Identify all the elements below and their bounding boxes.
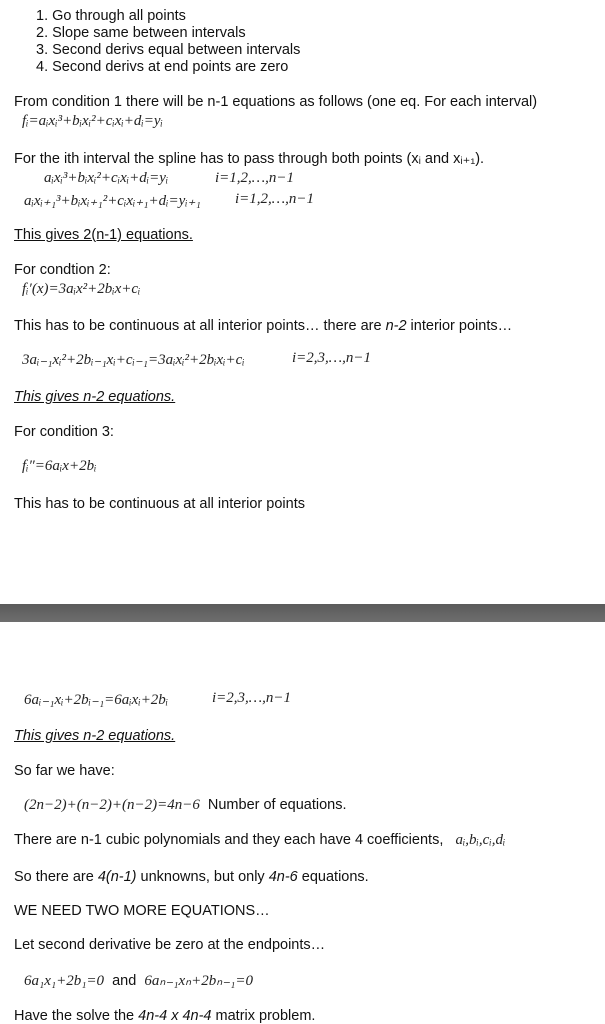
condition3-continuity: This has to be continuous at all interior points bbox=[14, 496, 305, 512]
condition3-continuity-equation: 6aᵢ₋₁xᵢ+2bᵢ₋₁=6aᵢxᵢ+2bᵢ bbox=[24, 692, 169, 708]
need-more-heading: WE NEED TWO MORE EQUATIONS… bbox=[14, 903, 270, 919]
unknowns-text-end: equations. bbox=[297, 869, 369, 885]
cubic-polynomials-line bbox=[14, 832, 505, 849]
list-number: 3. bbox=[36, 42, 49, 58]
condition2-result: This gives n-2 equations. bbox=[14, 389, 176, 405]
continuity-text: This has to be continuous at all interior points… there are bbox=[14, 318, 386, 334]
condition3-range: i=2,3,…,n−1 bbox=[212, 690, 291, 706]
equations-count: 4n-6 bbox=[268, 869, 298, 885]
list-number: 1. bbox=[36, 8, 49, 24]
cubic-polynomials-text: There are n-1 cubic polynomials and they each have 4 coefficients, bbox=[14, 832, 444, 848]
list-item bbox=[36, 42, 300, 59]
equation-count-label: Number of equations. bbox=[207, 797, 347, 813]
unknowns-count: 4(n-1) bbox=[97, 869, 137, 885]
endpoints-text: Let second derivative be zero at the endpoints… bbox=[14, 937, 326, 953]
condition1-intro: From condition 1 there will be n-1 equations as follows (one eq. For each interval) bbox=[14, 94, 538, 110]
condition1-result: This gives 2(n-1) equations. bbox=[14, 227, 193, 243]
coefficients: aᵢ,bᵢ,cᵢ,dᵢ bbox=[455, 832, 506, 848]
interval-equation-a-range: i=1,2,…,n−1 bbox=[215, 170, 294, 186]
matrix-size: 4n-4 x 4n-4 bbox=[138, 1008, 212, 1024]
condition2-range: i=2,3,…,n−1 bbox=[292, 350, 371, 366]
equation-count-line bbox=[24, 797, 347, 814]
list-text: Second derivs equal between intervals bbox=[52, 42, 301, 58]
condition2-equation: fᵢ′(x)=3aᵢx²+2bᵢx+cᵢ bbox=[22, 281, 141, 297]
endpoint-equations bbox=[24, 971, 253, 990]
condition2-label: For condtion 2: bbox=[14, 262, 111, 278]
list-number: 2. bbox=[36, 25, 49, 41]
list-number: 4. bbox=[36, 59, 49, 75]
so-far-label: So far we have: bbox=[14, 763, 115, 779]
endpoint-equation-right: 6aₙ₋₁xₙ+2bₙ₋₁=0 bbox=[144, 973, 253, 989]
condition2-continuity bbox=[14, 318, 512, 334]
final-line bbox=[14, 1008, 315, 1024]
continuity-text-end: interior points… bbox=[406, 318, 513, 334]
unknowns-line bbox=[14, 869, 369, 885]
condition2-continuity-equation: 3aᵢ₋₁xᵢ²+2bᵢ₋₁xᵢ+cᵢ₋₁=3aᵢxᵢ²+2bᵢxᵢ+cᵢ bbox=[22, 352, 245, 368]
list-item bbox=[36, 59, 300, 76]
conditions-list bbox=[36, 8, 300, 76]
list-text: Slope same between intervals bbox=[52, 25, 246, 41]
list-text: Go through all points bbox=[52, 8, 186, 24]
interval-equation-b: aᵢxᵢ₊₁³+bᵢxᵢ₊₁²+cᵢxᵢ₊₁+dᵢ=yᵢ₊₁ bbox=[24, 193, 201, 209]
equation-count: (2n−2)+(n−2)+(n−2)=4n−6 bbox=[24, 797, 200, 813]
condition3-equation: fᵢ″=6aᵢx+2bᵢ bbox=[22, 458, 97, 474]
slide-separator bbox=[0, 604, 605, 622]
unknowns-text-mid: unknowns, but only bbox=[136, 869, 269, 885]
condition3-result: This gives n-2 equations. bbox=[14, 728, 176, 744]
condition3-label: For condition 3: bbox=[14, 424, 114, 440]
continuity-emphasis: n-2 bbox=[385, 318, 407, 334]
interval-equation-a: aᵢxᵢ³+bᵢxᵢ²+cᵢxᵢ+dᵢ=yᵢ bbox=[44, 170, 169, 186]
endpoint-and: and bbox=[112, 973, 137, 989]
condition1-equation: fᵢ=aᵢxᵢ³+bᵢxᵢ²+cᵢxᵢ+dᵢ=yᵢ bbox=[22, 113, 163, 129]
list-item bbox=[36, 25, 300, 42]
final-text: Have the solve the bbox=[14, 1008, 139, 1024]
final-text-end: matrix problem. bbox=[211, 1008, 316, 1024]
interval-equation-b-range: i=1,2,…,n−1 bbox=[235, 191, 314, 207]
endpoint-equation-left: 6a₁x₁+2b₁=0 bbox=[24, 973, 105, 989]
list-text: Second derivs at end points are zero bbox=[52, 59, 289, 75]
list-item bbox=[36, 8, 300, 25]
ith-interval-text: For the ith interval the spline has to pass through both points (xᵢ and xᵢ₊₁). bbox=[14, 151, 485, 167]
unknowns-text: So there are bbox=[14, 869, 98, 885]
